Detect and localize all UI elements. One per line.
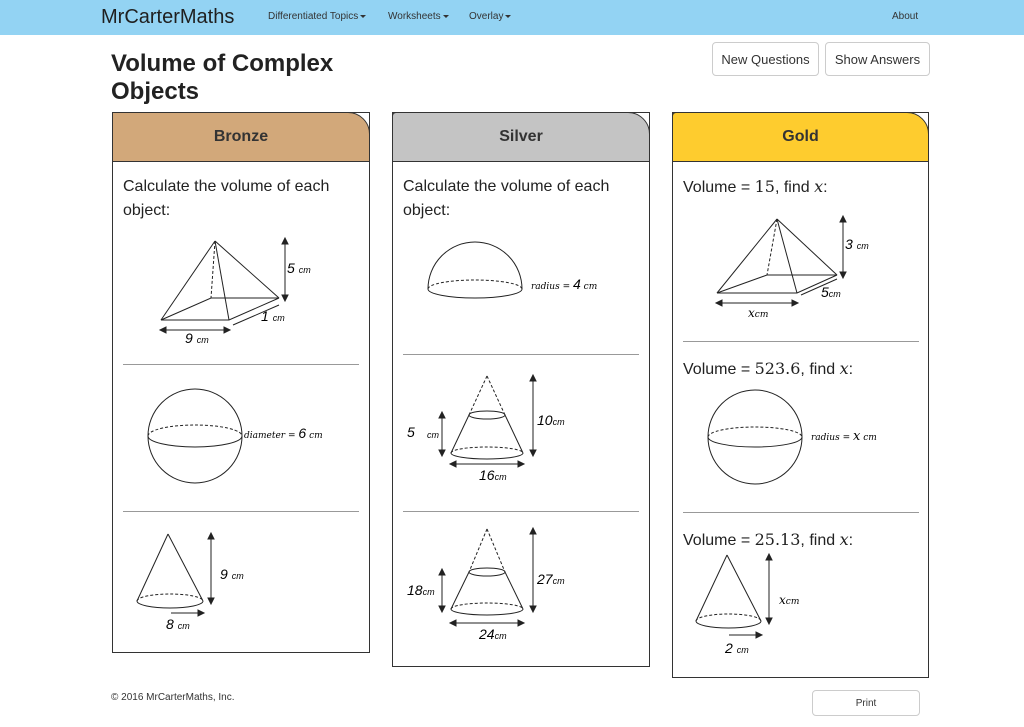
print-button[interactable]: Print <box>812 690 920 716</box>
nav-overlay-label: Overlay <box>469 11 504 22</box>
bronze-divider-1 <box>123 364 359 365</box>
silver-divider-1 <box>403 354 639 355</box>
silver-header <box>392 112 650 162</box>
frustum-2-height-label: 27cm <box>537 571 565 587</box>
frustum-1-height-label: 10cm <box>537 412 565 428</box>
question-value: 15 <box>754 177 775 196</box>
pyramid-width-label: 1 cm <box>261 308 285 324</box>
pyramid-height-label: 3 cm <box>845 236 869 252</box>
silver-divider-2 <box>403 511 639 512</box>
question-suffix: , find <box>800 361 836 378</box>
nav-worksheets-label: Worksheets <box>388 11 441 22</box>
cone-height-label: xcm <box>779 593 800 607</box>
question-prefix: Volume = <box>683 361 751 378</box>
cone-width-label: 8 cm <box>166 616 190 632</box>
nav-differentiated-topics-label: Differentiated Topics <box>268 11 359 22</box>
nav-about[interactable]: About <box>892 11 919 22</box>
caret-down-icon <box>505 15 511 18</box>
silver-title: Silver <box>499 128 543 145</box>
bronze-title: Bronze <box>213 128 269 145</box>
silver-card <box>392 112 650 667</box>
silver-frustum-2-figure <box>403 527 623 647</box>
brand-link[interactable]: MrCarterMaths <box>101 6 235 28</box>
frustum-2-shape <box>451 529 523 615</box>
sphere-shape <box>148 389 242 483</box>
cone-shape <box>137 534 203 608</box>
gold-header <box>672 112 929 162</box>
silver-hemisphere-figure <box>423 241 643 311</box>
bronze-pyramid-figure <box>153 233 353 345</box>
gold-question-1 <box>683 177 828 197</box>
gold-sphere-figure <box>705 387 925 497</box>
page-title: Volume of Complex Objects <box>111 50 334 105</box>
frustum-1-width-label: 16cm <box>479 467 507 483</box>
silver-prompt: Calculate the volume of each object: <box>403 178 610 219</box>
pyramid-shape <box>717 219 837 293</box>
question-end: : <box>823 179 828 196</box>
new-questions-button[interactable]: New Questions <box>712 42 819 76</box>
cone-height-label: 9 cm <box>220 566 244 582</box>
bronze-prompt: Calculate the volume of each object: <box>123 178 330 219</box>
question-value: 523.6 <box>754 359 801 378</box>
footer-copyright: © 2016 MrCarterMaths, Inc. <box>111 692 235 703</box>
gold-card <box>672 112 929 678</box>
gold-question-2 <box>683 359 853 379</box>
nav-differentiated-topics[interactable] <box>268 11 366 22</box>
sphere-label: diameter = 6 cm <box>244 425 323 441</box>
gold-question-3 <box>683 530 853 550</box>
nav-worksheets[interactable] <box>388 11 449 22</box>
pyramid-length-label: 9 cm <box>185 330 209 346</box>
frustum-1-small-height-label: 5 <box>407 424 415 440</box>
question-end: : <box>848 361 854 378</box>
question-suffix: , find <box>800 532 836 549</box>
navbar <box>0 0 1024 35</box>
frustum-2-width-label: 24cm <box>479 626 507 642</box>
caret-down-icon <box>443 15 449 18</box>
frustum-2-small-height-label: 18cm <box>407 582 435 598</box>
gold-pyramid-figure <box>713 211 913 323</box>
pyramid-length-label: xcm <box>748 306 769 320</box>
sphere-shape <box>708 390 802 484</box>
question-variable: x <box>814 177 824 196</box>
hemisphere-shape <box>428 242 522 298</box>
question-value: 25.13 <box>754 530 801 549</box>
cone-arrows <box>729 554 772 638</box>
question-variable: x <box>839 530 849 549</box>
cone-shape <box>696 555 761 628</box>
silver-frustum-1-figure <box>403 371 623 491</box>
bronze-card <box>112 112 370 653</box>
frustum-1-shape <box>451 376 523 459</box>
gold-divider-2 <box>683 512 919 513</box>
question-suffix: , find <box>774 179 810 196</box>
question-end: : <box>848 532 854 549</box>
gold-cone-figure <box>691 553 841 663</box>
bronze-sphere-figure <box>143 383 363 493</box>
sphere-label: radius = x cm <box>811 429 877 444</box>
bronze-cone-figure <box>131 531 281 636</box>
caret-down-icon <box>360 15 366 18</box>
show-answers-button[interactable]: Show Answers <box>825 42 930 76</box>
cone-arrows <box>171 533 214 616</box>
question-prefix: Volume = <box>683 179 751 196</box>
bronze-divider-2 <box>123 511 359 512</box>
frustum-1-arrows <box>439 375 536 467</box>
gold-divider-1 <box>683 341 919 342</box>
question-prefix: Volume = <box>683 532 751 549</box>
pyramid-width-label: 5cm <box>821 284 841 300</box>
cone-width-label: 2 cm <box>725 640 749 656</box>
pyramid-height-label: 5 cm <box>287 260 311 276</box>
frustum-1-small-unit: cm <box>427 430 439 440</box>
gold-title: Gold <box>782 128 819 145</box>
hemisphere-label: radius = 4 cm <box>531 276 598 292</box>
nav-overlay[interactable] <box>469 11 511 22</box>
bronze-header <box>112 112 370 162</box>
question-variable: x <box>839 359 849 378</box>
